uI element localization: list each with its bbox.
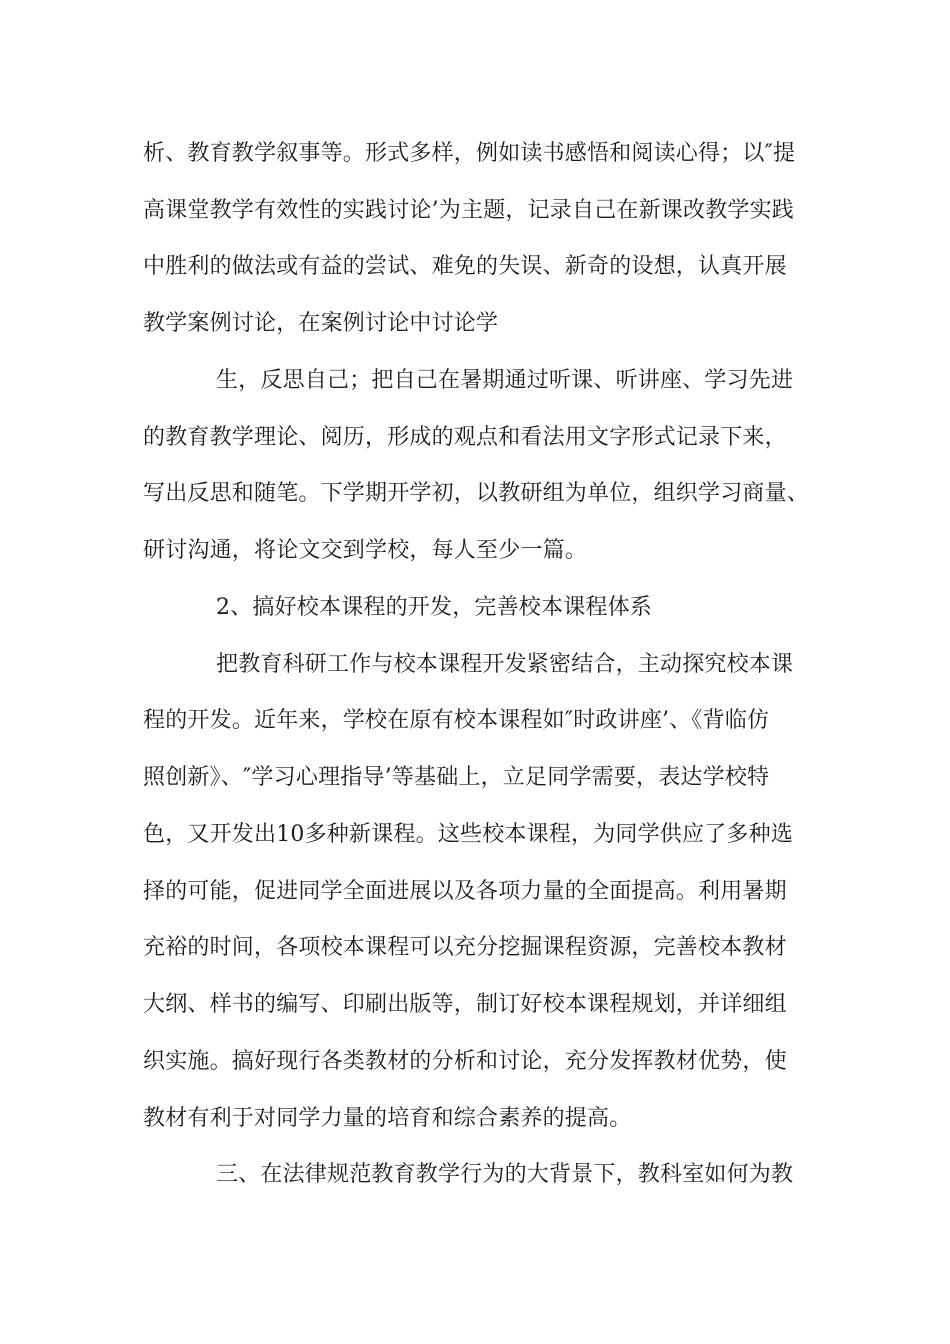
text-line: 高课堂教学有效性的实践讨论’为主题，记录自己在新课改教学实践 bbox=[143, 198, 794, 223]
text-line: 色，又开发出10多种新课程。这些校本课程，为同学供应了多种选 bbox=[143, 822, 793, 847]
text-line: 析、教育教学叙事等。形式多样，例如读书感悟和阅读心得；以″提 bbox=[143, 141, 796, 166]
section-heading: 2、搞好校本课程的开发，完善校本课程体系 bbox=[216, 595, 652, 620]
text-line: 研讨沟通，将论文交到学校，每人至少一篇。 bbox=[143, 538, 588, 563]
text-line: 照创新》、″学习心理指导’等基础上，立足同学需要，表达学校特 bbox=[143, 765, 770, 790]
text-line: 择的可能，促进同学全面进展以及各项力量的全面提高。利用暑期 bbox=[143, 879, 787, 904]
text-line: 教学案例讨论，在案例讨论中讨论学 bbox=[143, 311, 499, 336]
text-line: 充裕的时间，各项校本课程可以充分挖掘课程资源，完善校本教材 bbox=[143, 935, 787, 960]
text-line: 教材有利于对同学力量的培育和综合素养的提高。 bbox=[143, 1106, 632, 1131]
text-line: 写出反思和随笔。下学期开学初，以教研组为单位，组织学习商量、 bbox=[143, 481, 810, 506]
text-line: 的教育教学理论、阅历，形成的观点和看法用文字形式记录下来， bbox=[143, 425, 787, 450]
text-line: 把教育科研工作与校本课程开发紧密结合，主动探究校本课 bbox=[216, 652, 794, 677]
text-line: 大纲、样书的编写、印刷出版等，制订好校本课程规划，并详细组 bbox=[143, 992, 787, 1017]
section-heading: 三、在法律规范教育教学行为的大背景下，教科室如何为教 bbox=[216, 1162, 794, 1187]
text-line: 中胜利的做法或有益的尝试、难免的失误、新奇的设想，认真开展 bbox=[143, 254, 787, 279]
text-line: 生，反思自己；把自己在暑期通过听课、听讲座、学习先进 bbox=[216, 368, 794, 393]
text-line: 织实施。搞好现行各类教材的分析和讨论，充分发挥教材优势，使 bbox=[143, 1049, 787, 1074]
text-line: 程的开发。近年来，学校在原有校本课程如″时政讲座’、《背临仿 bbox=[143, 708, 770, 733]
